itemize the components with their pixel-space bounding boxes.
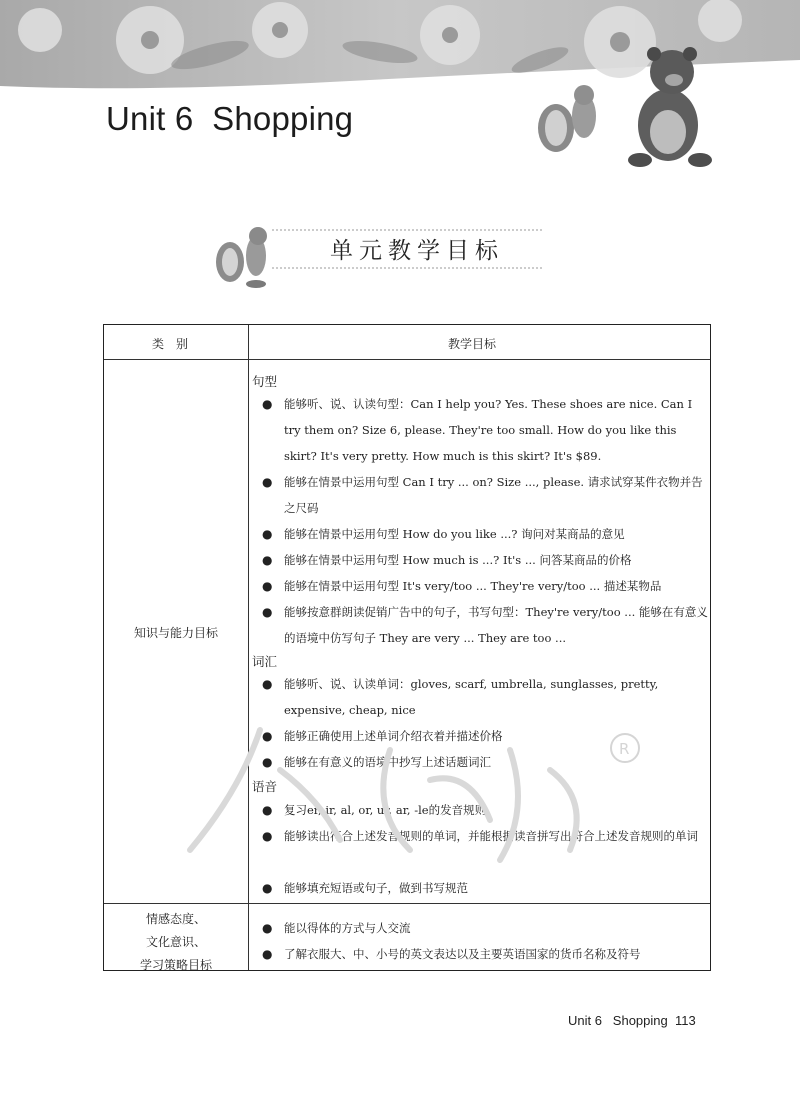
list-item: ● 能够按意群朗读促销广告中的句子，书写句型：They're very/too ... 能够在有意义的语境中仿写句子 They are very ... They are too ... (262, 605, 708, 645)
list-item: ● 能以得体的方式与人交流 (262, 921, 411, 935)
list-item: ● 能够听、说、认读句型：Can I help you? Yes. These shoes are nice. Can I try them on? Size 6, please. They're too small. How do you like this skirt? It's very pretty. How much is this skirt? It's $89. (262, 397, 693, 463)
heading-sentence-patterns: 句型 (252, 374, 278, 389)
column-divider (248, 325, 249, 970)
list-item: ● 能够在情景中运用句型 It's very/too ... They're very/too ... 描述某物品 (262, 579, 662, 593)
page-footer: Unit 6 Shopping 113 (568, 1013, 696, 1028)
header-divider (104, 359, 710, 360)
column-header-category: 类 别 (152, 337, 189, 351)
list-item: ● 能够在有意义的语境中抄写上述话题词汇 (262, 755, 491, 769)
list-item: ● 能够在情景中运用句型 How do you like ...? 询问对某商品的意见 (262, 527, 625, 541)
category-knowledge-ability: 知识与能力目标 (133, 626, 218, 640)
floral-banner (0, 0, 800, 190)
heading-phonics: 语音 (252, 779, 278, 794)
row-divider (104, 903, 710, 904)
list-item: ● 能够在情景中运用句型 How much is ...? It's ... 问答某商品的价格 (262, 553, 632, 567)
publisher-watermark (170, 710, 670, 870)
squirrel-icon (216, 227, 267, 288)
squirrel-illustration (538, 85, 596, 152)
list-item: ● 了解衣服大、中、小号的英文表达以及主要英语国家的货币名称及符号 (262, 947, 641, 961)
unit-title: Unit 6 Shopping (106, 100, 354, 137)
heading-vocabulary: 词汇 (252, 654, 278, 669)
list-item: ● 能够听、说、认读单词：gloves, scarf, umbrella, sunglasses, pretty, expensive, cheap, nice (262, 677, 659, 717)
svg-text:R: R (619, 740, 630, 758)
list-item: ● 复习er, ir, al, or, ur, ar, -le的发音规则 (262, 803, 487, 817)
list-item: ● 能够填充短语或句子，做到书写规范 (262, 881, 468, 895)
column-header-objectives: 教学目标 (448, 337, 497, 351)
list-item: ● 能够在情景中运用句型 Can I try ... on? Size ..., please. 请求试穿某件衣物并告之尺码 (262, 475, 703, 515)
category-attitude-culture-strategy: 情感态度、 文化意识、 学习策略目标 (139, 912, 212, 972)
section-title: 单元教学目标 (330, 238, 504, 264)
objectives-table (103, 324, 711, 971)
list-item: ● 能够正确使用上述单词介绍衣着并描述价格 (262, 729, 503, 743)
list-item: ● 能够读出符合上述发音规则的单词，并能根据读音拼写出符合上述发音规则的单词 (262, 829, 698, 843)
